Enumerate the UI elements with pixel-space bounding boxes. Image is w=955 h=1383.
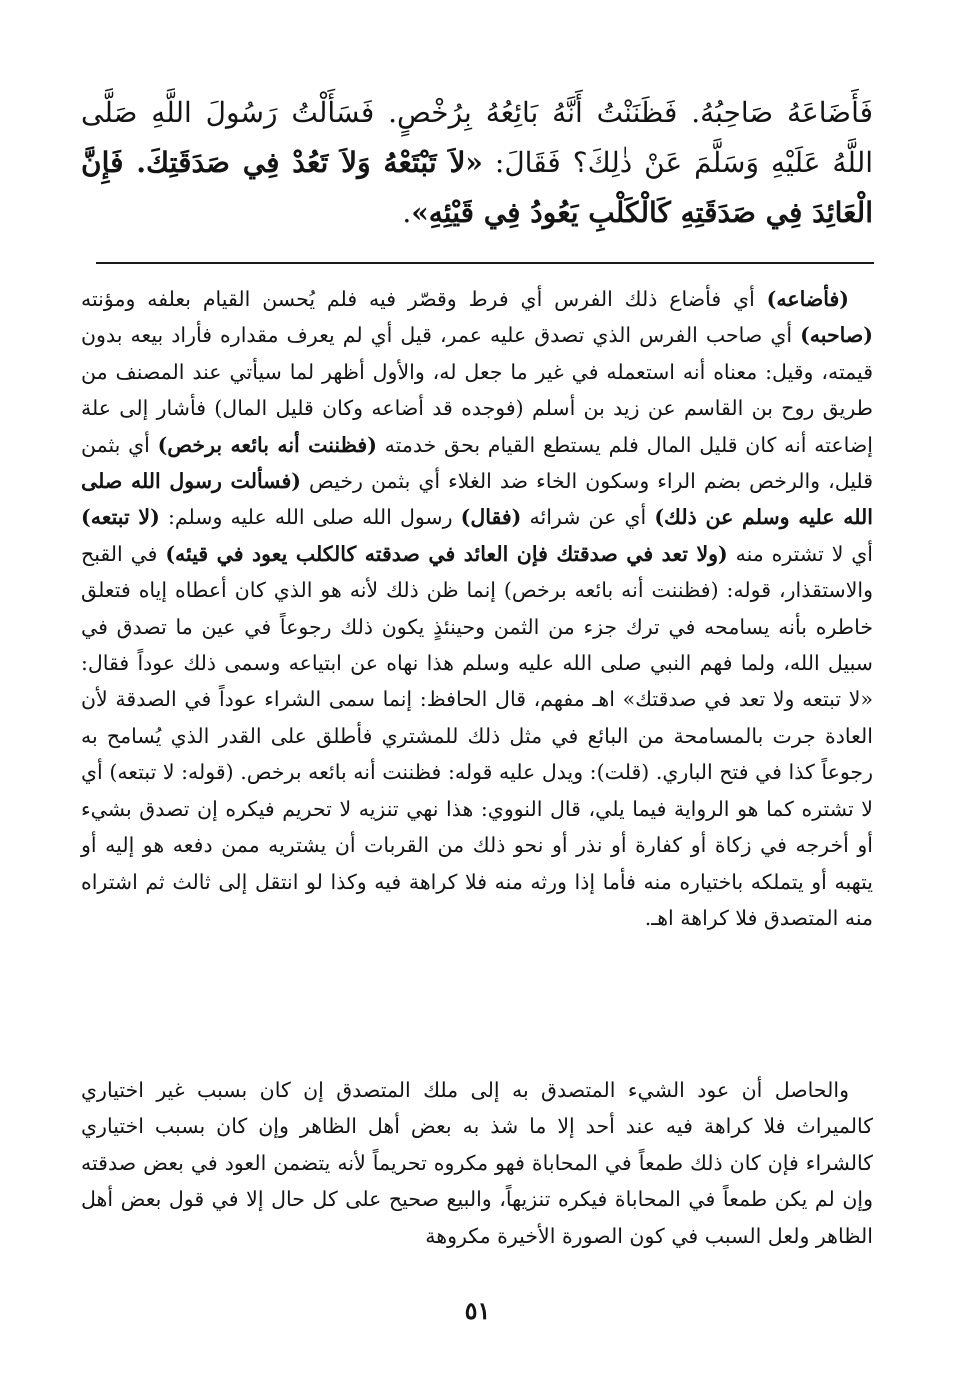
quoted-term: (لا تبتعه) — [81, 505, 160, 530]
commentary-paragraph — [81, 281, 873, 936]
explanation-text: أي بثمن قليل، والرخص بضم الراء وسكون الخاء ضد الغلاء أي بثمن رخيص — [81, 432, 873, 494]
quoted-term: (فسألت رسول الله صلى الله عليه وسلم عن ذلك) — [81, 469, 873, 530]
explanation-text: أي فأضاع ذلك الفرس أي فرط وقصّر فيه فلم يُحسن القيام بعلفه ومؤنته — [81, 287, 767, 311]
quoted-term: (فظننت أنه بائعه برخص) — [157, 432, 377, 457]
hadith-prophetic-saying: «لاَ تَبْتَعْهُ وَلاَ تَعُدْ فِي صَدَقَتِكَ. فَإِنَّ الْعَائِدَ فِي صَدَقَتِهِ كَالْكَلْبِ يَعُودُ فِي قَيْئِهِ» — [81, 146, 873, 229]
conclusion-paragraph: والحاصل أن عود الشيء المتصدق به إلى ملك المتصدق إن كان بسبب غير اختياري كالميراث فلا كراهة فيه عند أحد إلا ما شذ به بعض أهل الظاهر وإن كان بسبب اختياري كالشراء فإن كان ذلك طمعاً في المحاباة فهو مكروه تحريماً لأنه يتضمن العود في بعض صدقته وإن لم يكن طمعاً في المحاباة فيكره تنزيهاً، والبيع صحيح على كل حال إلا في قول بعض أهل الظاهر ولعل السبب في كون الصورة الأخيرة مكروهة — [81, 1078, 873, 1248]
explanation-text: أي عن شرائه — [521, 505, 655, 530]
footnote-divider — [96, 262, 874, 264]
explanation-text: رسول الله صلى الله عليه وسلم: — [159, 505, 461, 530]
hadith-text — [81, 88, 873, 238]
quoted-term: (فأضاعه) — [766, 287, 849, 311]
page-number: ٥١ — [464, 1296, 491, 1325]
explanation-text: أي لا تشتره منه — [727, 541, 873, 566]
hadith-end-punctuation: . — [402, 196, 412, 229]
hadith-narration: فَأَضَاعَهُ صَاحِبُهُ. فَظَنَنْتُ أَنَّهُ بَائِعُهُ بِرُخْصٍ. فَسَأَلْتُ رَسُولَ اللَّهِ صَلَّى اللَّهُ عَلَيْهِ وَسَلَّمَ عَنْ ذٰلِكَ؟ فَقَالَ: — [81, 96, 874, 179]
quoted-term: (ولا تعد في صدقتك فإن العائد في صدقته كالكلب يعود في قيئه) — [165, 541, 728, 566]
quoted-term: (صاحبه) — [800, 323, 873, 348]
quoted-term: (فقال) — [460, 505, 522, 530]
explanation-text: أي صاحب الفرس الذي تصدق عليه عمر، قيل أي لم يعرف مقداره فأراد بيعه بدون قيمته، وقيل: معناه أنه استعمله في غير ما جعل له، والأول أظهر لما سيأتي عند المصنف من طريق روح بن القاسم عن زيد بن أسلم (فوجده قد أضاعه وكان قليل المال) فأشار إلى علة إضاعته أنه كان قليل المال فلم يستطع القيام بحق خدمته — [81, 323, 873, 457]
explanation-text: في القبح والاستقذار، قوله: (فظننت أنه بائعه برخص) إنما ظن ذلك لأنه هو الذي كان أعطاه إياه فتعلق خاطره بأنه يسامحه في ترك جزء من الثمن وحينئذٍ يكون ذلك رجوعاً في عين ما تصدق في سبيل الله، ولما فهم النبي صلى الله عليه وسلم هذا نهاه عن ابتياعه وسمى ذلك عوداً فقال: «لا تبتعه ولا تعد في صدقتك» اهـ مفهم، قال الحافظ: إنما سمى الشراء عوداً في الصدقة لأن العادة جرت بالمسامحة من البائع في مثل ذلك للمشتري فأطلق على القدر الذي يُسامح به رجوعاً كذا في فتح الباري. (قلت): ويدل عليه قوله: فظننت أنه بائعه برخص. (قوله: لا تبتعه) أي لا تشتره كما هو الرواية فيما يلي، قال النووي: هذا نهي تنزيه لا تحريم فيكره إن تصدق بشيء أو أخرجه في زكاة أو كفارة أو نذر أو نحو ذلك من القربات أن يشتريه ممن دفعه هو إليه أو يتهبه أو يتملكه باختياره منه فأما إذا ورثه منه فلا كراهة فيه وكذا لو انتقل إلى ثالث ثم اشتراه منه المتصدق فلا كراهة اهـ. — [81, 541, 873, 930]
